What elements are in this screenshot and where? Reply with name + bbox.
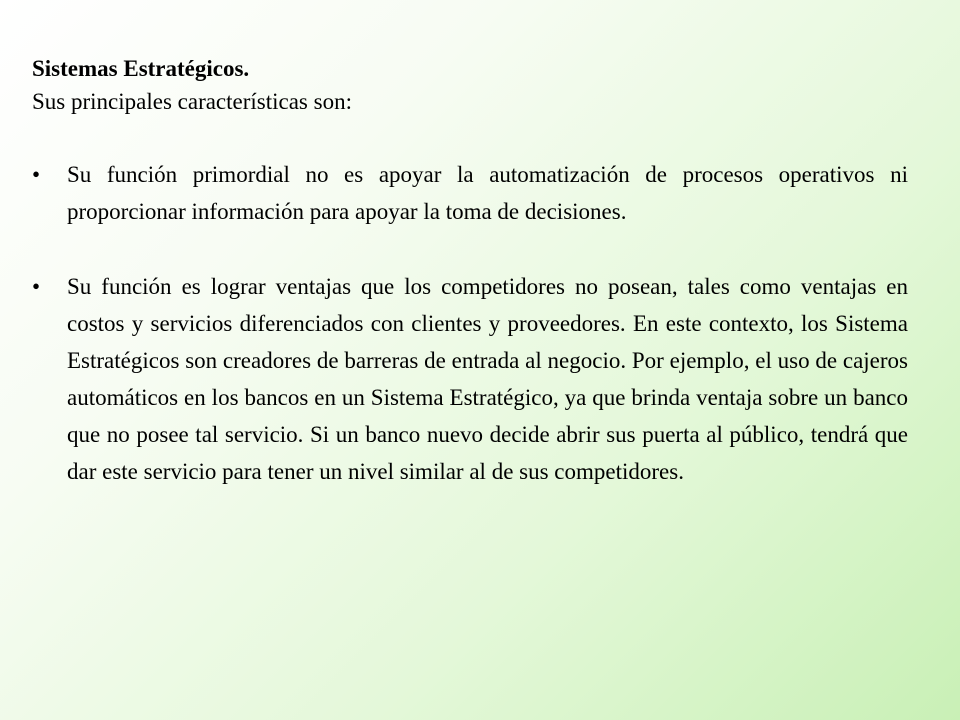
bullet-text: Su función primordial no es apoyar la automatización de procesos operativos ni proporcionar información para apoyar la toma de decisiones. [67, 162, 908, 224]
bullet-icon: • [32, 274, 41, 299]
bullet-text: Su función es lograr ventajas que los competidores no posean, tales como ventajas en costos y servicios diferenciados con clientes y proveedores. En este contexto, los Sistema Estratégicos son creadores de barreras de entrada al negocio. Por ejemplo, el uso de cajeros automáticos en los bancos en un Sistema Estratégico, ya que brinda ventaja sobre un banco que no posee tal servicio. Si un banco nuevo decide abrir sus puerta al público, tendrá que dar este servicio para tener un nivel similar al de sus competidores. [67, 274, 908, 484]
bullet-item [32, 268, 908, 490]
slide-intro: Sus principales características son: [32, 89, 352, 114]
slide-content [32, 52, 908, 528]
bullet-item [32, 156, 908, 230]
slide-title: Sistemas Estratégicos. [32, 56, 250, 81]
bullet-icon: • [32, 162, 41, 187]
